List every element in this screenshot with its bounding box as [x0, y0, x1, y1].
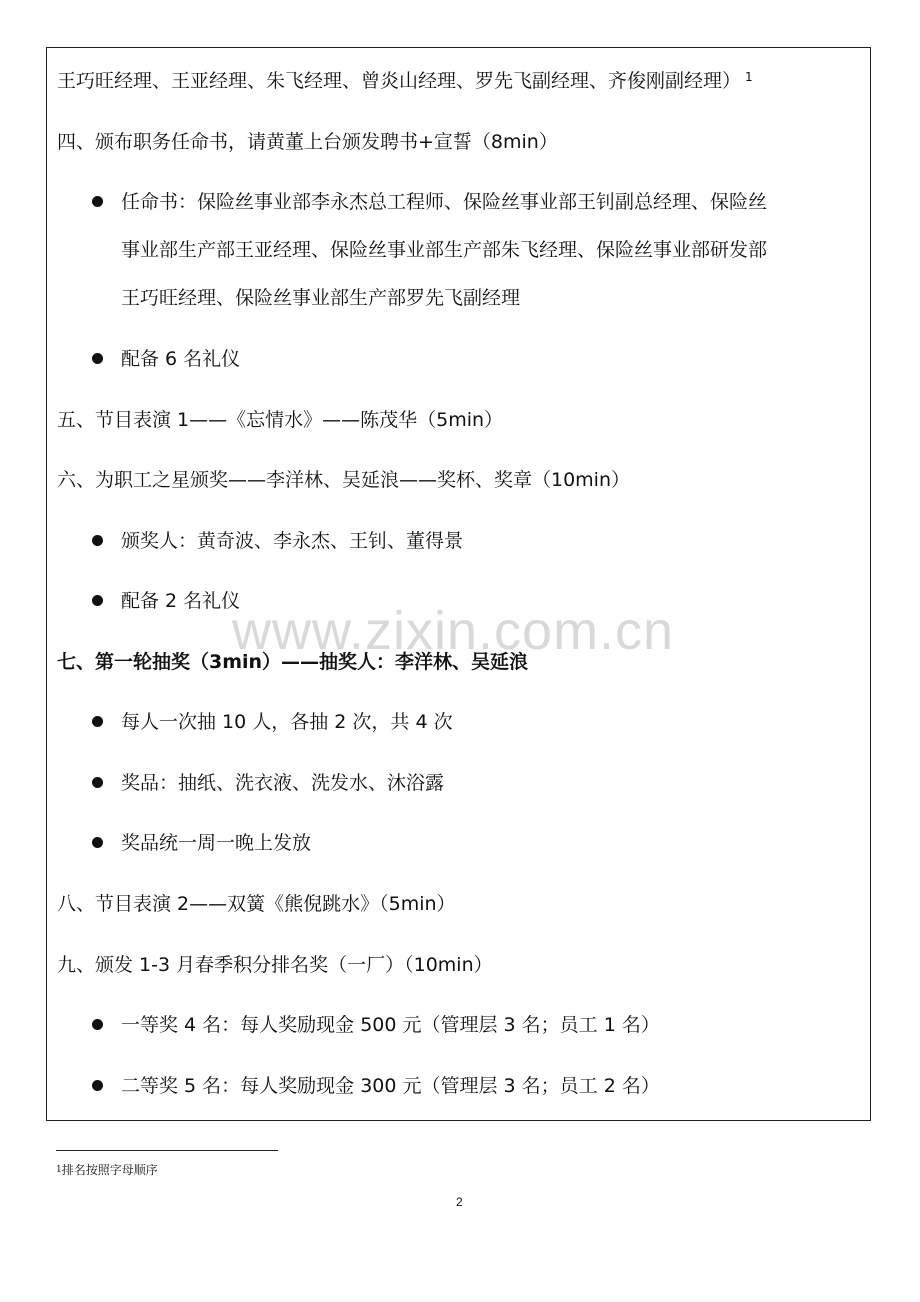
appointment-line-2: 事业部生产部王亚经理、保险丝事业部生产部朱飞经理、保险丝事业部研发部: [121, 239, 768, 261]
bullet-icon: [92, 777, 103, 788]
list-item: 配备 6 名礼仪: [121, 348, 241, 370]
appointment-line-3: 王巧旺经理、保险丝事业部生产部罗先飞副经理: [121, 287, 521, 309]
page-number: 2: [456, 1195, 463, 1209]
section-four-heading: 四、颁布职务任命书，请黄董上台颁发聘书+宣誓（8min）: [57, 131, 558, 153]
footnote-text: 排名按照字母顺序: [61, 1163, 158, 1177]
text-line-1: [57, 69, 753, 93]
footnote-number: 1: [56, 1165, 62, 1175]
section-nine-heading: 九、颁发 1-3 月春季积分排名奖（一厂）（10min）: [57, 954, 493, 976]
bullet-icon: [92, 535, 103, 546]
bullet-icon: [92, 837, 103, 848]
line-text: 王巧旺经理、王亚经理、朱飞经理、曾炎山经理、罗先飞副经理、齐俊刚副经理）: [57, 70, 742, 92]
bullet-icon: [92, 1080, 103, 1091]
footnote: [56, 1163, 158, 1178]
section-six-heading: 六、为职工之星颁奖——李洋林、吴延浪——奖杯、奖章（10min）: [57, 469, 631, 491]
section-eight-heading: 八、节目表演 2——双簧《熊倪跳水》（5min）: [57, 893, 456, 915]
appointment-line-1: 任命书：保险丝事业部李永杰总工程师、保险丝事业部王钊副总经理、保险丝: [121, 191, 768, 213]
footnote-marker: 1: [745, 70, 753, 84]
bullet-icon: [92, 353, 103, 364]
list-item: 奖品统一周一晚上发放: [121, 832, 312, 854]
list-item: 一等奖 4 名：每人奖励现金 500 元（管理层 3 名；员工 1 名）: [121, 1014, 660, 1036]
bullet-icon: [92, 1019, 103, 1030]
list-item: 颁奖人：黄奇波、李永杰、王钊、董得景: [121, 530, 464, 552]
section-seven-heading: 七、第一轮抽奖（3min）——抽奖人：李洋林、吴延浪: [57, 651, 529, 673]
section-five-heading: 五、节目表演 1——《忘情水》——陈茂华（5min）: [57, 409, 504, 431]
list-item: 二等奖 5 名：每人奖励现金 300 元（管理层 3 名；员工 2 名）: [121, 1075, 660, 1097]
footnote-separator: [56, 1150, 278, 1151]
list-item: 奖品：抽纸、洗衣液、洗发水、沐浴露: [121, 772, 445, 794]
watermark: www.zixin.com.cn: [232, 601, 675, 661]
bullet-icon: [92, 196, 103, 207]
list-item: 配备 2 名礼仪: [121, 590, 241, 612]
bullet-icon: [92, 716, 103, 727]
bullet-icon: [92, 595, 103, 606]
list-item: 每人一次抽 10 人，各抽 2 次，共 4 次: [121, 711, 453, 733]
